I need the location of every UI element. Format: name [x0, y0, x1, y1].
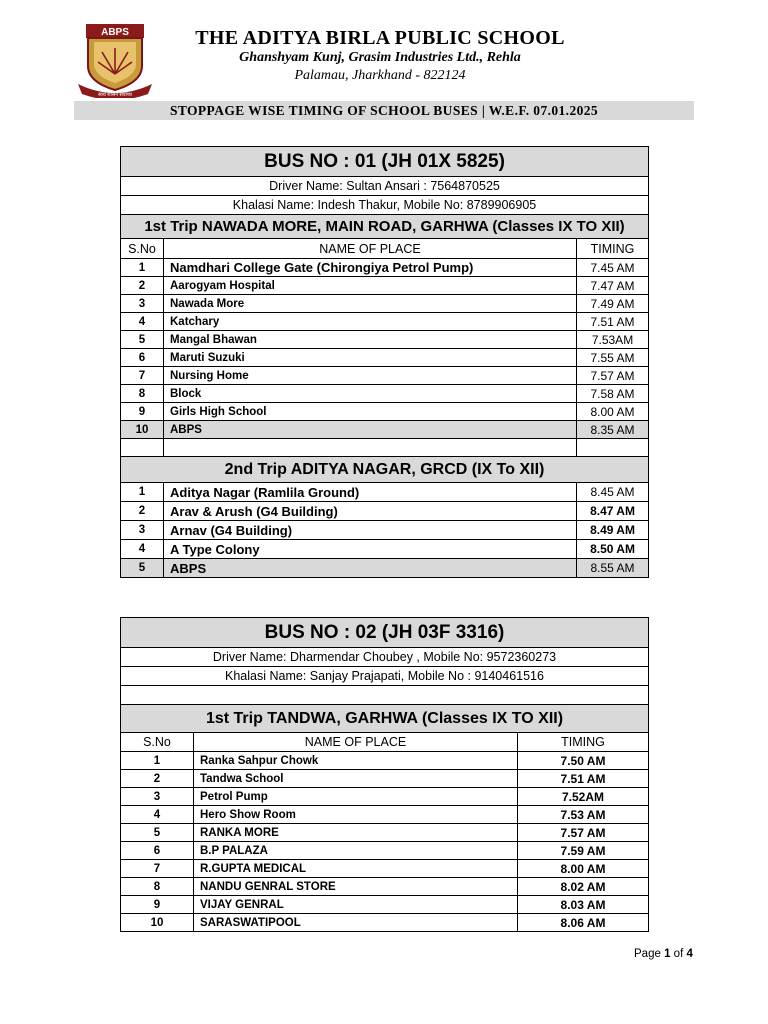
cell-sno: 5 — [121, 559, 164, 578]
bus2-spacer-row — [121, 686, 649, 705]
cell-place: Aarogyam Hospital — [164, 277, 577, 295]
cell-place: Mangal Bhawan — [164, 331, 577, 349]
cell-time: 7.53AM — [577, 331, 649, 349]
cell-sno: 4 — [121, 806, 194, 824]
cell-sno: 9 — [121, 896, 194, 914]
table-row — [121, 842, 649, 860]
cell-time: 7.47 AM — [577, 277, 649, 295]
cell-time: 7.59 AM — [518, 842, 649, 860]
cell-sno: 1 — [121, 483, 164, 502]
cell-sno: 10 — [121, 421, 164, 439]
svg-text:स्वयं शासन सर्वोच्च: स्वयं शासन सर्वोच्च — [98, 92, 132, 98]
cell-place: NANDU GENRAL STORE — [194, 878, 518, 896]
cell-time: 7.53 AM — [518, 806, 649, 824]
cell-place: Girls High School — [164, 403, 577, 421]
cell-place: RANKA MORE — [194, 824, 518, 842]
school-address-line2: Palamau, Jharkhand - 822124 — [294, 68, 466, 83]
cell-time: 8.02 AM — [518, 878, 649, 896]
cell-sno: 10 — [121, 914, 194, 932]
cell-sno: 3 — [121, 521, 164, 540]
bus1-trip2-body — [121, 483, 649, 578]
cell-place: Block — [164, 385, 577, 403]
bus2-column-headers — [121, 733, 649, 752]
table-row — [121, 788, 649, 806]
bus1-spacer-row — [121, 439, 649, 457]
cell-sno: 7 — [121, 860, 194, 878]
table-row — [121, 331, 649, 349]
cell-time: 7.49 AM — [577, 295, 649, 313]
table-row — [121, 259, 649, 277]
cell-sno: 7 — [121, 367, 164, 385]
bus1-column-headers — [121, 239, 649, 259]
cell-place: Nursing Home — [164, 367, 577, 385]
school-address-line1: Ghanshyam Kunj, Grasim Industries Ltd., Rehla — [239, 50, 521, 65]
school-logo — [74, 22, 156, 98]
cell-place: Katchary — [164, 313, 577, 331]
cell-time: 8.50 AM — [577, 540, 649, 559]
cell-sno: 1 — [121, 259, 164, 277]
table-row — [121, 295, 649, 313]
table-row — [121, 385, 649, 403]
table-row — [121, 770, 649, 788]
table-row — [121, 806, 649, 824]
cell-time: 7.57 AM — [577, 367, 649, 385]
table-row — [121, 421, 649, 439]
cell-place: Tandwa School — [194, 770, 518, 788]
table-row — [121, 483, 649, 502]
table-row — [121, 403, 649, 421]
cell-time: 8.06 AM — [518, 914, 649, 932]
bus1-trip1-title: 1st Trip NAWADA MORE, MAIN ROAD, GARHWA (Classes IX TO XII) — [121, 215, 649, 239]
cell-sno: 6 — [121, 842, 194, 860]
cell-sno: 4 — [121, 313, 164, 331]
table-row — [121, 521, 649, 540]
cell-sno: 5 — [121, 331, 164, 349]
col-sno: S.No — [121, 733, 194, 752]
cell-sno: 2 — [121, 277, 164, 295]
bus2-trip1-title: 1st Trip TANDWA, GARHWA (Classes IX TO XII) — [121, 705, 649, 733]
cell-time: 8.00 AM — [577, 403, 649, 421]
cell-place: B.P PALAZA — [194, 842, 518, 860]
table-row — [121, 559, 649, 578]
cell-sno: 2 — [121, 770, 194, 788]
table-row — [121, 367, 649, 385]
cell-place: VIJAY GENRAL — [194, 896, 518, 914]
bus2-khalasi: Khalasi Name: Sanjay Prajapati, Mobile No : 9140461516 — [121, 667, 649, 686]
cell-time: 8.47 AM — [577, 502, 649, 521]
cell-place: ABPS — [164, 421, 577, 439]
table-row — [121, 878, 649, 896]
bus1-driver: Driver Name: Sultan Ansari : 7564870525 — [121, 177, 649, 196]
cell-time: 7.52AM — [518, 788, 649, 806]
table-row — [121, 349, 649, 367]
bus1-table — [120, 146, 649, 578]
cell-place: Petrol Pump — [194, 788, 518, 806]
cell-time: 7.45 AM — [577, 259, 649, 277]
cell-sno: 3 — [121, 295, 164, 313]
bus2-title: BUS NO : 02 (JH 03F 3316) — [121, 618, 649, 648]
cell-time: 7.50 AM — [518, 752, 649, 770]
cell-time: 8.03 AM — [518, 896, 649, 914]
cell-place: R.GUPTA MEDICAL — [194, 860, 518, 878]
cell-time: 8.55 AM — [577, 559, 649, 578]
cell-sno: 6 — [121, 349, 164, 367]
bus1-trip2-title: 2nd Trip ADITYA NAGAR, GRCD (IX To XII) — [121, 457, 649, 483]
cell-place: SARASWATIPOOL — [194, 914, 518, 932]
cell-time: 8.00 AM — [518, 860, 649, 878]
cell-sno: 2 — [121, 502, 164, 521]
cell-time: 7.51 AM — [577, 313, 649, 331]
cell-time: 8.45 AM — [577, 483, 649, 502]
cell-time: 7.55 AM — [577, 349, 649, 367]
cell-sno: 5 — [121, 824, 194, 842]
bus1-title: BUS NO : 01 (JH 01X 5825) — [121, 147, 649, 177]
table-row — [121, 752, 649, 770]
document-title-banner: STOPPAGE WISE TIMING OF SCHOOL BUSES | W.E.F. 07.01.2025 — [74, 101, 694, 120]
cell-place: Ranka Sahpur Chowk — [194, 752, 518, 770]
table-row — [121, 896, 649, 914]
school-name: THE ADITYA BIRLA PUBLIC SCHOOL — [195, 27, 565, 49]
cell-time: 7.58 AM — [577, 385, 649, 403]
cell-place: Arnav (G4 Building) — [164, 521, 577, 540]
col-place: NAME OF PLACE — [194, 733, 518, 752]
page-number: Page 1 of 4 — [634, 948, 693, 960]
cell-place: Nawada More — [164, 295, 577, 313]
col-sno: S.No — [121, 239, 164, 259]
table-row — [121, 860, 649, 878]
bus2-table — [120, 617, 649, 932]
cell-sno: 1 — [121, 752, 194, 770]
cell-sno: 4 — [121, 540, 164, 559]
cell-sno: 3 — [121, 788, 194, 806]
bus1-trip1-body — [121, 259, 649, 439]
cell-time: 7.57 AM — [518, 824, 649, 842]
col-place: NAME OF PLACE — [164, 239, 577, 259]
table-row — [121, 277, 649, 295]
bus2-driver: Driver Name: Dharmendar Choubey , Mobile No: 9572360273 — [121, 648, 649, 667]
cell-place: Arav & Arush (G4 Building) — [164, 502, 577, 521]
cell-sno: 9 — [121, 403, 164, 421]
cell-sno: 8 — [121, 385, 164, 403]
bus2-trip1-body — [121, 752, 649, 932]
svg-text:ABPS: ABPS — [101, 27, 129, 38]
bus1-khalasi: Khalasi Name: Indesh Thakur, Mobile No: 8789906905 — [121, 196, 649, 215]
cell-time: 8.35 AM — [577, 421, 649, 439]
cell-place: Hero Show Room — [194, 806, 518, 824]
cell-place: Namdhari College Gate (Chirongiya Petrol Pump) — [164, 259, 577, 277]
table-row — [121, 502, 649, 521]
table-row — [121, 914, 649, 932]
col-timing: TIMING — [577, 239, 649, 259]
cell-place: Aditya Nagar (Ramlila Ground) — [164, 483, 577, 502]
table-row — [121, 313, 649, 331]
cell-place: A Type Colony — [164, 540, 577, 559]
cell-place: ABPS — [164, 559, 577, 578]
cell-time: 8.49 AM — [577, 521, 649, 540]
cell-place: Maruti Suzuki — [164, 349, 577, 367]
cell-sno: 8 — [121, 878, 194, 896]
cell-time: 7.51 AM — [518, 770, 649, 788]
table-row — [121, 540, 649, 559]
col-timing: TIMING — [518, 733, 649, 752]
table-row — [121, 824, 649, 842]
